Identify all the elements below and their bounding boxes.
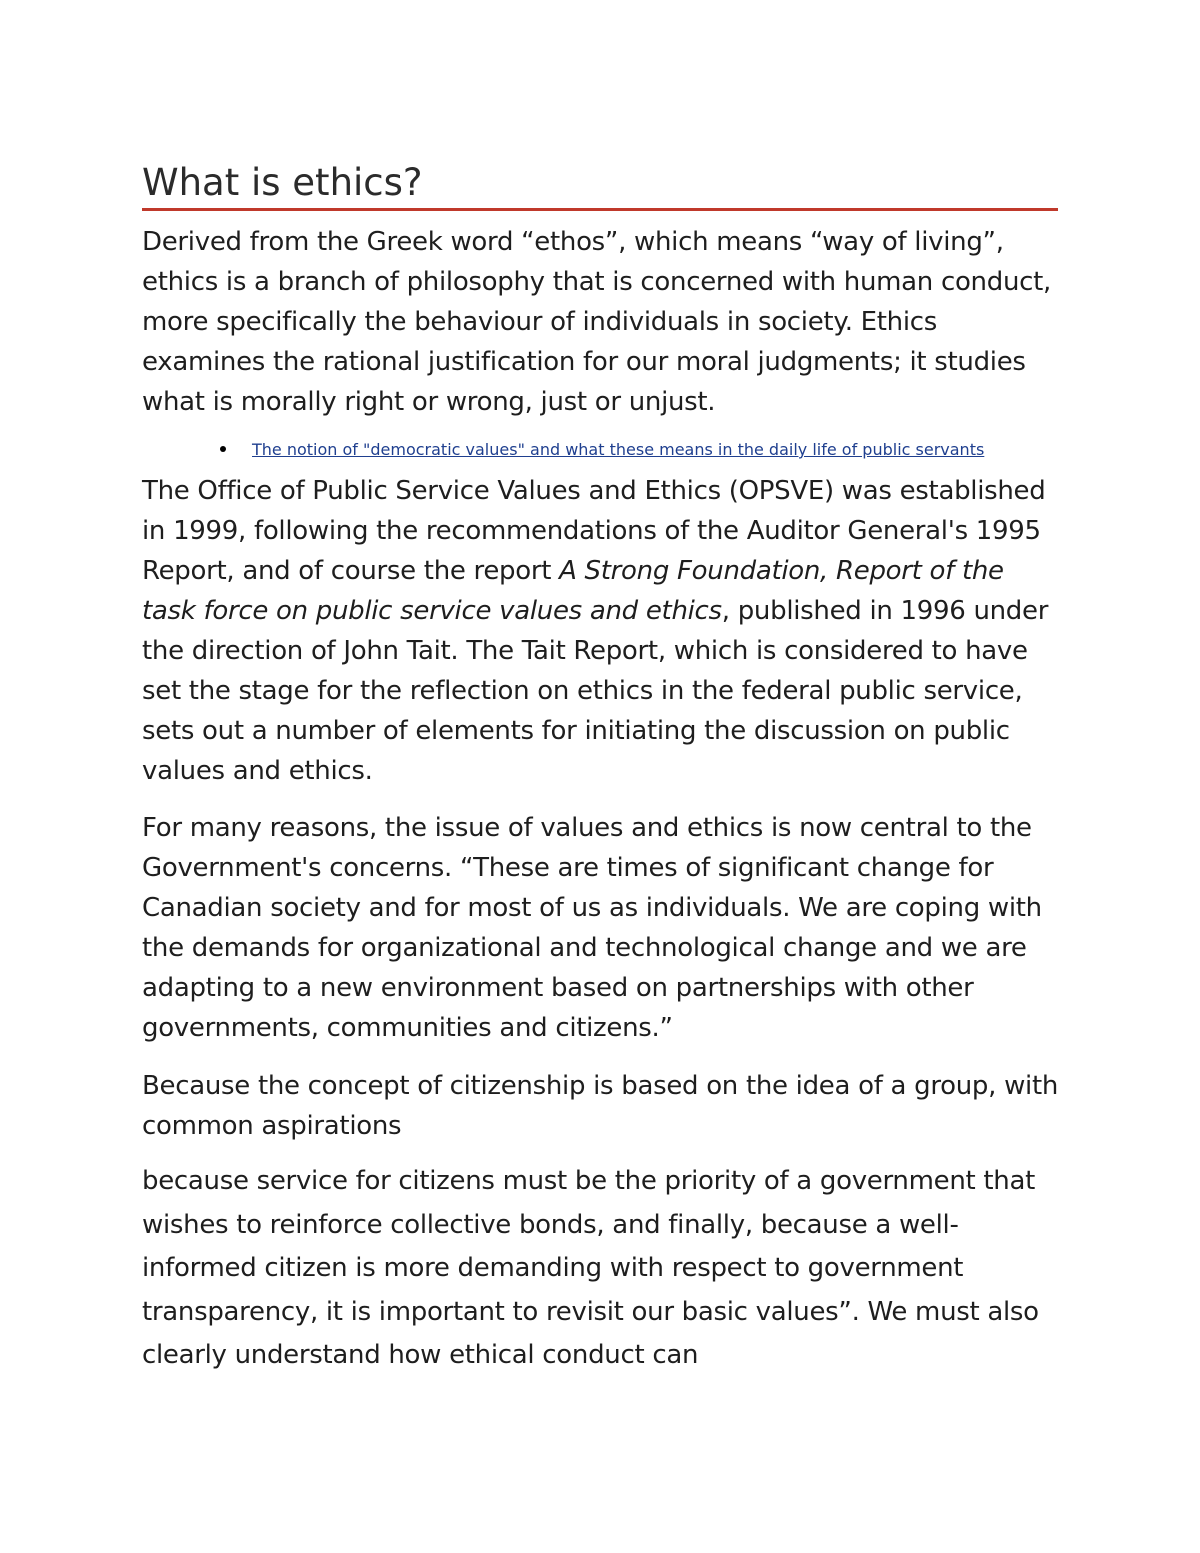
intro-paragraph: Derived from the Greek word “ethos”, which means “way of living”, ethics is a branch of philosophy that is concerned with human conduct, more specifically the behaviour of individuals in society. Ethics examines the rational justification for our moral judgments; it studies what is morally right or wrong, just or unjust.	[142, 227, 1051, 417]
service-paragraph: because service for citizens must be the priority of a government that wishes to reinforce collective bonds, and finally, because a well-informed citizen is more demanding with respect to government transparency, it is important to revisit our basic values”. We must also clearly understand how ethical conduct can	[142, 1166, 1039, 1370]
opsve-text-before: The Office of Public Service Values and Ethics (OPSVE) was established in 1999, following the recommendations of the Auditor General's 1995 Report, and of course the report	[142, 476, 1046, 586]
democratic-values-link[interactable]: The notion of "democratic values" and what these means in the daily life of public servants	[252, 440, 985, 459]
title-underline	[142, 208, 1058, 211]
reasons-paragraph: For many reasons, the issue of values and ethics is now central to the Government's concerns. “These are times of significant change for Canadian society and for most of us as individuals. We are coping with the demands for organizational and technological change and we are adapting to a new environment based on partnerships with other governments, communities and citizens.”	[142, 813, 1042, 1043]
citizenship-paragraph: Because the concept of citizenship is based on the idea of a group, with common aspirations	[142, 1071, 1059, 1141]
page-title: What is ethics?	[142, 161, 423, 204]
report-title: A Strong Foundation, Report of the task force on public service values and ethics	[142, 556, 1004, 626]
related-link-item	[220, 438, 1120, 462]
bullet-icon	[220, 446, 226, 452]
opsve-paragraph	[142, 471, 1062, 791]
opsve-text-after: , published in 1996 under the direction of John Tait. The Tait Report, which is considered to have set the stage for the reflection on ethics in the federal public service, sets out a number of elements for initiating the discussion on public values and ethics.	[142, 596, 1049, 786]
